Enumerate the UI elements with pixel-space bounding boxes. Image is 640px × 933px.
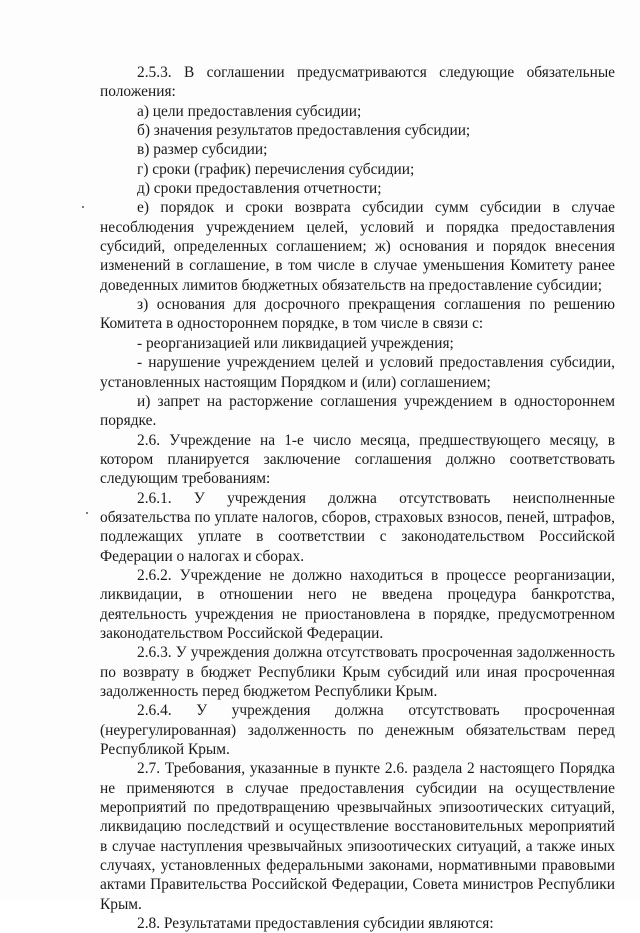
paragraph-2-6-4: 2.6.4. У учреждения должна отсутствовать просроченная (неурегулированная) задолженность по денежным обязательствам перед Республикой Крым. [100, 702, 615, 759]
paragraph-item-i: и) запрет на расторжение соглашения учреждением в одностороннем порядке. [100, 392, 615, 430]
paragraph-2-6-2: 2.6.2. Учреждение не должно находиться в процессе реорганизации, ликвидации, в отношении него не введена процедура банкротства, деятельность учреждения не приостановлена в порядке, предусмотренном законодательством Российской Федерации. [100, 566, 615, 642]
paragraph-item-e: е) порядок и сроки возврата субсидии сумм субсидии в случае несоблюдения учреждением целей, условий и порядка предоставления субсидий, определенных соглашением; ж) основания и порядок внесения изменений в соглашение, в том числе в случае уменьшения Комитету ранее доведенных лимитов бюджетных обязательств на предоставление субсидии; [100, 199, 615, 294]
document-body [100, 63, 615, 933]
paragraph-2-5-3: 2.5.3. В соглашении предусматриваются следующие обязательные положения: [100, 64, 615, 101]
paragraph-2-8: 2.8. Результатами предоставления субсидии являются: [137, 915, 494, 933]
paragraph-2-7: 2.7. Требования, указанные в пункте 2.6. раздела 2 настоящего Порядка не применяются в случае предоставления субсидии на осуществление мероприятий по предотвращению чрезвычайных эпизоотических ситуаций, ликвидацию последствий и осуществление восстановительных мероприятий в случае наступления чрезвычайных эпизоотических ситуаций, а также иных случаях, установленных федеральными законами, нормативными правовыми актами Правительства Российской Федерации, Совета министров Республики Крым. [100, 760, 615, 913]
paragraph-item-g: г) сроки (график) перечисления субсидии; [137, 160, 415, 178]
paragraph-item-b: б) значения результатов предоставления субсидии; [137, 122, 471, 140]
scan-speck [86, 512, 88, 514]
paragraph-item-z: з) основания для досрочного прекращения соглашения по решению Комитета в одностороннем порядке, в том числе в связи с: [100, 296, 615, 333]
paragraph-item-d: д) сроки предоставления отчетности; [137, 180, 382, 198]
paragraph-2-6: 2.6. Учреждение на 1-е число месяца, предшествующего месяцу, в котором планируется заключение соглашения должно соответствовать следующим требованиям: [100, 431, 615, 488]
paragraph-dash-1: - реорганизацией или ликвидацией учреждения; [137, 334, 454, 352]
scan-speck [82, 206, 84, 208]
paragraph-2-6-1: 2.6.1. У учреждения должна отсутствовать неисполненные обязательства по уплате налогов, сборов, страховых взносов, пеней, штрафов, подлежащих уплате в соответствии с законодательством Российской Федерации о налогах и сборах. [100, 489, 615, 565]
paragraph-item-a: а) цели предоставления субсидии; [137, 102, 362, 120]
paragraph-item-v: в) размер субсидии; [137, 141, 268, 159]
paragraph-dash-2: - нарушение учреждением целей и условий предоставления субсидии, установленных настоящим Порядком и (или) соглашением; [100, 354, 615, 391]
paragraph-2-6-3: 2.6.3. У учреждения должна отсутствовать просроченная задолженность по возврату в бюджет Республики Крым субсидий или иная просроченная задолженность перед бюджетом Республики Крым. [100, 644, 615, 700]
